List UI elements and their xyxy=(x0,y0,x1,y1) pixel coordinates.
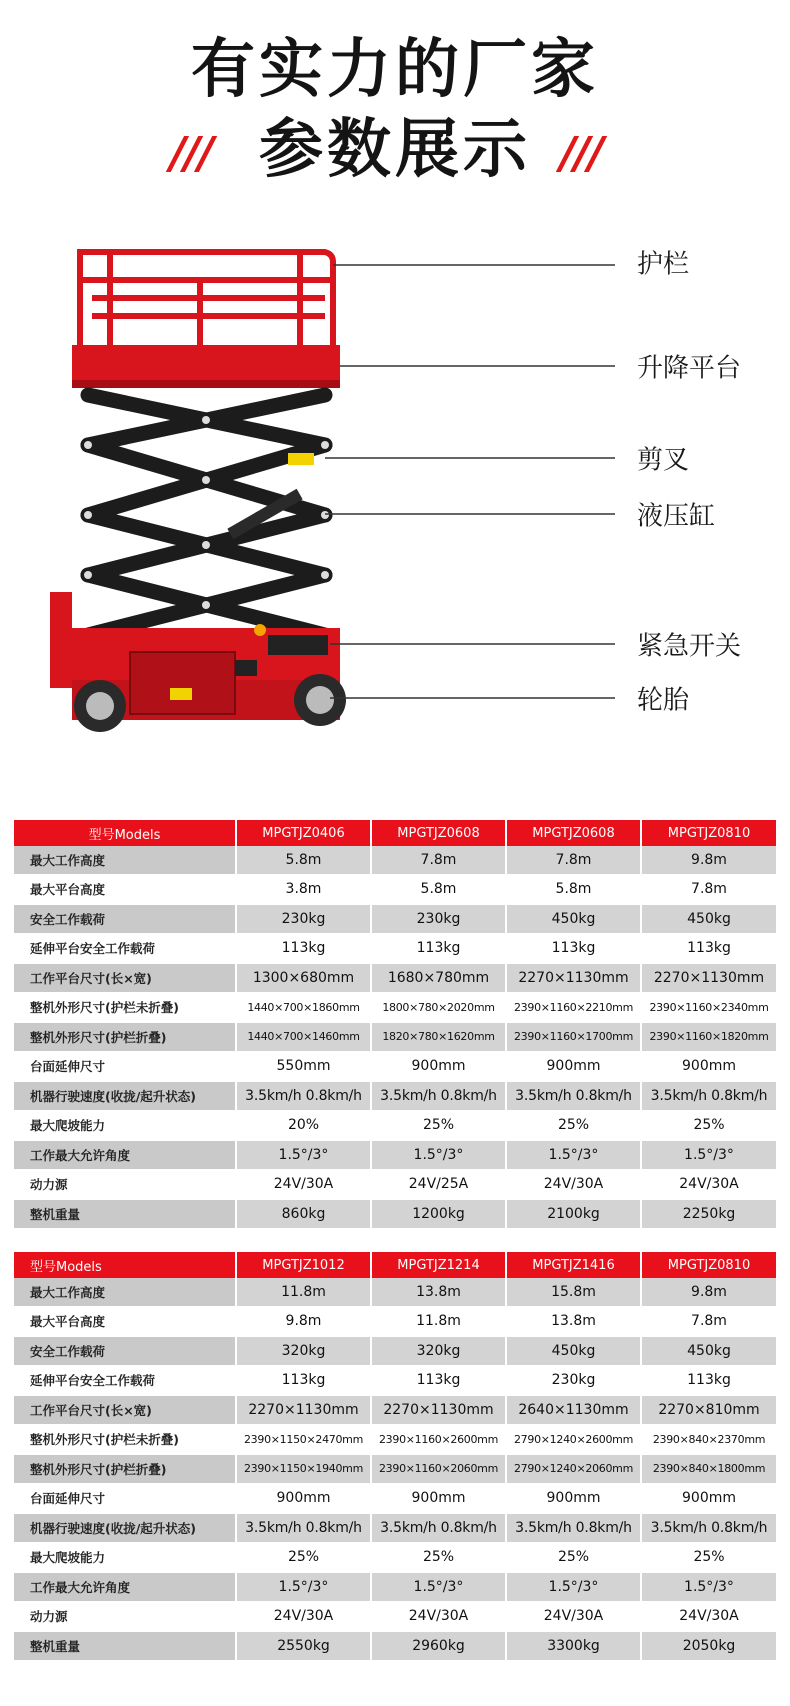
row-label: 工作最大允许角度 xyxy=(14,1572,236,1602)
table-row xyxy=(14,1199,776,1229)
table-row xyxy=(14,1366,776,1396)
callout-tire: 轮胎 xyxy=(637,685,690,716)
table-row xyxy=(14,1602,776,1632)
table-cell: 1.5°/3° xyxy=(371,1140,506,1170)
table-cell: 25% xyxy=(371,1111,506,1141)
table-cell: 1440×700×1860mm xyxy=(236,993,371,1023)
table-cell: 900mm xyxy=(641,1484,776,1514)
table-cell: 2100kg xyxy=(506,1199,641,1229)
table-cell: 25% xyxy=(641,1111,776,1141)
table-row xyxy=(14,1170,776,1200)
table-cell: 860kg xyxy=(236,1199,371,1229)
decor-slashes-left: /// xyxy=(170,128,213,179)
table-row xyxy=(14,963,776,993)
table-cell: 2390×1160×2600mm xyxy=(371,1425,506,1455)
table-cell: 24V/30A xyxy=(236,1602,371,1632)
row-label: 最大平台高度 xyxy=(14,1307,236,1337)
table-cell: 20% xyxy=(236,1111,371,1141)
table-cell: 3.5km/h 0.8km/h xyxy=(641,1081,776,1111)
scissor-lift-diagram xyxy=(0,240,790,800)
row-label: 整机外形尺寸(护栏未折叠) xyxy=(14,993,236,1023)
table-row xyxy=(14,934,776,964)
header-models-label: 型号Models xyxy=(14,1252,236,1278)
spec-table-header xyxy=(14,1252,776,1278)
table-cell: 24V/25A xyxy=(371,1170,506,1200)
table-cell: 3.5km/h 0.8km/h xyxy=(371,1081,506,1111)
table-cell: 3.5km/h 0.8km/h xyxy=(236,1081,371,1111)
spec-table-body xyxy=(14,846,776,1229)
row-label: 最大工作高度 xyxy=(14,846,236,875)
row-label: 整机外形尺寸(护栏折叠) xyxy=(14,1454,236,1484)
table-cell: 900mm xyxy=(506,1052,641,1082)
row-label: 延伸平台安全工作载荷 xyxy=(14,934,236,964)
row-label: 工作最大允许角度 xyxy=(14,1140,236,1170)
callout-emergency-switch: 紧急开关 xyxy=(637,631,742,662)
table-cell: 25% xyxy=(236,1543,371,1573)
table-cell: 320kg xyxy=(371,1336,506,1366)
table-cell: 450kg xyxy=(641,1336,776,1366)
table-row xyxy=(14,1336,776,1366)
table-cell: 2390×1160×2340mm xyxy=(641,993,776,1023)
table-cell: 113kg xyxy=(371,934,506,964)
row-label: 最大爬坡能力 xyxy=(14,1111,236,1141)
decor-slashes-right: /// xyxy=(560,128,603,179)
table-cell: 3.5km/h 0.8km/h xyxy=(371,1513,506,1543)
row-label: 机器行驶速度(收拢/起升状态) xyxy=(14,1081,236,1111)
table-cell: 2270×1130mm xyxy=(506,963,641,993)
callout-lines xyxy=(325,265,615,698)
row-label: 台面延伸尺寸 xyxy=(14,1484,236,1514)
table-cell: 900mm xyxy=(236,1484,371,1514)
table-cell: 15.8m xyxy=(506,1278,641,1307)
table-cell: 2390×1150×1940mm xyxy=(236,1454,371,1484)
table-row xyxy=(14,1513,776,1543)
table-cell: 11.8m xyxy=(236,1278,371,1307)
table-cell: 1.5°/3° xyxy=(236,1140,371,1170)
table-cell: 2270×1130mm xyxy=(236,1395,371,1425)
table-cell: 13.8m xyxy=(506,1307,641,1337)
guardrail-graphic xyxy=(80,252,333,350)
header-model-code: MPGTJZ0608 xyxy=(371,820,506,846)
table-cell: 2390×1160×2060mm xyxy=(371,1454,506,1484)
header-model-code: MPGTJZ0810 xyxy=(641,820,776,846)
table-cell: 900mm xyxy=(371,1052,506,1082)
spec-table-2 xyxy=(14,1252,776,1662)
table-cell: 2390×1150×2470mm xyxy=(236,1425,371,1455)
table-cell: 450kg xyxy=(641,904,776,934)
row-label: 机器行驶速度(收拢/起升状态) xyxy=(14,1513,236,1543)
row-label: 最大爬坡能力 xyxy=(14,1543,236,1573)
table-row xyxy=(14,1572,776,1602)
table-cell: 113kg xyxy=(236,1366,371,1396)
table-cell: 1680×780mm xyxy=(371,963,506,993)
callout-guardrail: 护栏 xyxy=(637,249,690,280)
table-cell: 25% xyxy=(506,1543,641,1573)
table-cell: 3.8m xyxy=(236,875,371,905)
row-label: 整机重量 xyxy=(14,1631,236,1661)
callout-hydraulic-cylinder: 液压缸 xyxy=(637,501,716,532)
table-cell: 24V/30A xyxy=(641,1170,776,1200)
table-cell: 1.5°/3° xyxy=(641,1140,776,1170)
table-cell: 5.8m xyxy=(371,875,506,905)
table-cell: 1.5°/3° xyxy=(371,1572,506,1602)
table-row xyxy=(14,1425,776,1455)
header-model-code: MPGTJZ1012 xyxy=(236,1252,371,1278)
row-label: 延伸平台安全工作载荷 xyxy=(14,1366,236,1396)
table-cell: 1200kg xyxy=(371,1199,506,1229)
header-model-code: MPGTJZ1416 xyxy=(506,1252,641,1278)
table-cell: 3.5km/h 0.8km/h xyxy=(506,1513,641,1543)
row-label: 整机重量 xyxy=(14,1199,236,1229)
table-cell: 2050kg xyxy=(641,1631,776,1661)
table-cell: 2790×1240×2060mm xyxy=(506,1454,641,1484)
table-row xyxy=(14,1543,776,1573)
table-cell: 7.8m xyxy=(371,846,506,875)
row-label: 台面延伸尺寸 xyxy=(14,1052,236,1082)
table-cell: 550mm xyxy=(236,1052,371,1082)
table-cell: 2250kg xyxy=(641,1199,776,1229)
table-row xyxy=(14,1022,776,1052)
table-cell: 3.5km/h 0.8km/h xyxy=(506,1081,641,1111)
table-cell: 7.8m xyxy=(641,1307,776,1337)
header-model-code: MPGTJZ0810 xyxy=(641,1252,776,1278)
table-cell: 5.8m xyxy=(506,875,641,905)
table-cell: 9.8m xyxy=(236,1307,371,1337)
table-cell: 900mm xyxy=(371,1484,506,1514)
table-cell: 230kg xyxy=(236,904,371,934)
table-cell: 3.5km/h 0.8km/h xyxy=(641,1513,776,1543)
table-cell: 9.8m xyxy=(641,1278,776,1307)
table-cell: 25% xyxy=(506,1111,641,1141)
table-cell: 2550kg xyxy=(236,1631,371,1661)
table-cell: 7.8m xyxy=(506,846,641,875)
row-label: 整机外形尺寸(护栏未折叠) xyxy=(14,1425,236,1455)
table-cell: 2640×1130mm xyxy=(506,1395,641,1425)
table-cell: 230kg xyxy=(506,1366,641,1396)
table-cell: 1.5°/3° xyxy=(236,1572,371,1602)
table-cell: 3.5km/h 0.8km/h xyxy=(236,1513,371,1543)
table-row xyxy=(14,1307,776,1337)
table-cell: 2390×1160×1700mm xyxy=(506,1022,641,1052)
row-label: 安全工作载荷 xyxy=(14,904,236,934)
table-cell: 450kg xyxy=(506,904,641,934)
row-label: 工作平台尺寸(长×宽) xyxy=(14,1395,236,1425)
table-cell: 320kg xyxy=(236,1336,371,1366)
table-row xyxy=(14,875,776,905)
header-model-code: MPGTJZ1214 xyxy=(371,1252,506,1278)
table-row xyxy=(14,846,776,875)
table-cell: 13.8m xyxy=(371,1278,506,1307)
table-cell: 1440×700×1460mm xyxy=(236,1022,371,1052)
table-row xyxy=(14,1111,776,1141)
table-cell: 113kg xyxy=(641,1366,776,1396)
table-cell: 2960kg xyxy=(371,1631,506,1661)
table-row xyxy=(14,993,776,1023)
table-cell: 25% xyxy=(641,1543,776,1573)
row-label: 动力源 xyxy=(14,1170,236,1200)
hero-title-line2: 参数展示 xyxy=(259,113,531,187)
table-cell: 1300×680mm xyxy=(236,963,371,993)
table-cell: 2790×1240×2600mm xyxy=(506,1425,641,1455)
row-label: 最大平台高度 xyxy=(14,875,236,905)
table-cell: 1820×780×1620mm xyxy=(371,1022,506,1052)
row-label: 动力源 xyxy=(14,1602,236,1632)
row-label: 工作平台尺寸(长×宽) xyxy=(14,963,236,993)
table-cell: 113kg xyxy=(371,1366,506,1396)
table-row xyxy=(14,1052,776,1082)
header-models-label: 型号Models xyxy=(14,820,236,846)
table-cell: 1800×780×2020mm xyxy=(371,993,506,1023)
row-label: 最大工作高度 xyxy=(14,1278,236,1307)
table-cell: 113kg xyxy=(236,934,371,964)
table-cell: 24V/30A xyxy=(371,1602,506,1632)
table-cell: 2390×1160×1820mm xyxy=(641,1022,776,1052)
row-label: 安全工作载荷 xyxy=(14,1336,236,1366)
table-row xyxy=(14,1454,776,1484)
table-cell: 1.5°/3° xyxy=(506,1572,641,1602)
table-cell: 450kg xyxy=(506,1336,641,1366)
table-cell: 113kg xyxy=(641,934,776,964)
table-cell: 230kg xyxy=(371,904,506,934)
table-cell: 11.8m xyxy=(371,1307,506,1337)
callout-lift-platform: 升降平台 xyxy=(637,353,742,384)
spec-table-body xyxy=(14,1278,776,1661)
table-cell: 113kg xyxy=(506,934,641,964)
hero-title-line1: 有实力的厂家 xyxy=(191,33,599,107)
callout-scissor: 剪叉 xyxy=(637,445,690,476)
table-row xyxy=(14,904,776,934)
table-row xyxy=(14,1484,776,1514)
table-row xyxy=(14,1395,776,1425)
table-cell: 24V/30A xyxy=(506,1602,641,1632)
table-cell: 25% xyxy=(371,1543,506,1573)
table-cell: 900mm xyxy=(641,1052,776,1082)
table-cell: 9.8m xyxy=(641,846,776,875)
table-cell: 900mm xyxy=(506,1484,641,1514)
table-cell: 2270×1130mm xyxy=(371,1395,506,1425)
table-cell: 2270×810mm xyxy=(641,1395,776,1425)
header-model-code: MPGTJZ0608 xyxy=(506,820,641,846)
table-row xyxy=(14,1140,776,1170)
emergency-switch-graphic xyxy=(268,635,328,655)
table-row xyxy=(14,1631,776,1661)
table-cell: 24V/30A xyxy=(236,1170,371,1200)
table-row xyxy=(14,1081,776,1111)
scissor-arms-graphic xyxy=(88,395,325,635)
row-label: 整机外形尺寸(护栏折叠) xyxy=(14,1022,236,1052)
header-model-code: MPGTJZ0406 xyxy=(236,820,371,846)
table-cell: 2390×840×2370mm xyxy=(641,1425,776,1455)
table-row xyxy=(14,1278,776,1307)
table-cell: 2390×840×1800mm xyxy=(641,1454,776,1484)
table-cell: 24V/30A xyxy=(641,1602,776,1632)
table-cell: 2270×1130mm xyxy=(641,963,776,993)
table-cell: 5.8m xyxy=(236,846,371,875)
table-cell: 1.5°/3° xyxy=(641,1572,776,1602)
spec-table-1 xyxy=(14,820,776,1230)
table-cell: 1.5°/3° xyxy=(506,1140,641,1170)
table-cell: 3300kg xyxy=(506,1631,641,1661)
table-cell: 7.8m xyxy=(641,875,776,905)
spec-table-header xyxy=(14,820,776,846)
table-cell: 24V/30A xyxy=(506,1170,641,1200)
table-cell: 2390×1160×2210mm xyxy=(506,993,641,1023)
